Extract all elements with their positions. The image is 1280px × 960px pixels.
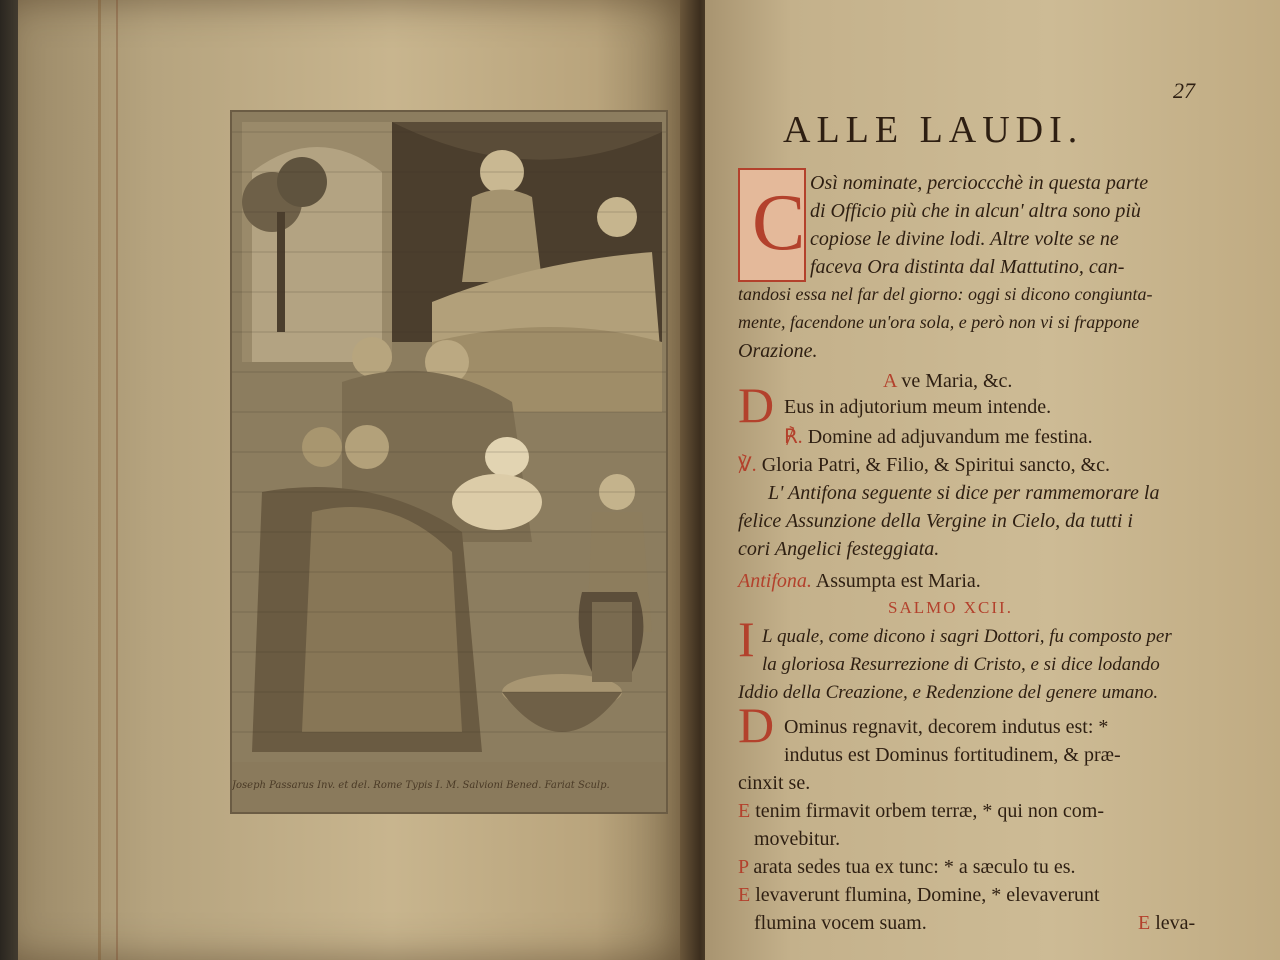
catchword-initial: E [1138, 912, 1151, 934]
intro-line: faceva Ora distinta dal Mattutino, can- [810, 256, 1125, 278]
salmo-initial: I [738, 611, 755, 667]
antifona-label: Antifona. [738, 570, 812, 592]
verse-text: levaverunt flumina, Domine, * elevaverunt [755, 884, 1100, 906]
verse-line [738, 800, 1104, 823]
salmo-intro-line: Iddio della Creazione, e Redenzione del genere umano. [738, 682, 1159, 703]
antifona-intro-line: cori Angelici festeggiata. [738, 538, 940, 560]
deus-line: Eus in adjutorium meum intende. [784, 396, 1052, 418]
engraving-illustration [232, 112, 666, 762]
antifona-intro-line: felice Assunzione della Vergine in Cielo, da tutti i [738, 510, 1133, 532]
verse-initial: E [738, 884, 751, 906]
verse-text: arata sedes tua ex tunc: * a sæculo tu es. [753, 856, 1076, 878]
dominus-initial: D [738, 697, 775, 753]
catchword [1138, 912, 1195, 935]
page-heading: ALLE LAUDI. [783, 109, 1084, 151]
versicle-mark: ℣. [738, 454, 757, 476]
verse-text: tenim firmavit orbem terræ, * qui non com- [755, 800, 1105, 822]
deus-initial: D [738, 377, 775, 433]
ave-maria-line [883, 370, 1012, 393]
decorated-initial [738, 168, 806, 282]
dominus-line: cinxit se. [738, 772, 811, 794]
response-mark: ℟. [784, 426, 803, 448]
verse-line: movebitur. [754, 828, 841, 850]
intro-line: tandosi essa nel far del giorno: oggi si dicono congiunta- [738, 284, 1153, 304]
intro-line: copiose le divine lodi. Altre volte se ne [810, 228, 1119, 250]
page-edge-line [116, 0, 118, 960]
intro-line: Osì nominate, percioccchè in questa parte [810, 172, 1149, 194]
page-edge-line [98, 0, 101, 960]
versicle-text: Gloria Patri, & Filio, & Spiritui sancto, &c. [761, 454, 1110, 476]
antifona-line [738, 570, 981, 593]
salmo-intro-line: L quale, come dicono i sagri Dottori, fu composto per [762, 626, 1172, 647]
deus-response-line [784, 424, 1093, 449]
verse-line: flumina vocem suam. [754, 912, 927, 934]
page-number: 27 [1173, 78, 1195, 103]
intro-line: di Officio più che in alcun' altra sono più [810, 200, 1141, 222]
dominus-line: Ominus regnavit, decorem indutus est: * [784, 716, 1109, 738]
antifona-intro-line: L' Antifona seguente si dice per rammemorare la [768, 482, 1160, 504]
dominus-line: indutus est Dominus fortitudinem, & præ- [784, 744, 1121, 766]
intro-line: Orazione. [738, 340, 818, 362]
decorated-initial-letter: C [752, 179, 806, 267]
engraving-caption: Joseph Passarus Inv. et del. Rome Typis I. M. Salvioni Bened. Fariat Sculp. [232, 780, 610, 791]
verse-initial: E [738, 800, 751, 822]
text-column [738, 70, 1218, 940]
intro-line: mente, facendone un'ora sola, e però non vi si frappone [738, 312, 1140, 332]
verse-line [738, 856, 1076, 879]
antifona-text: Assumpta est Maria. [815, 570, 981, 592]
engraving-plate [232, 112, 666, 812]
catchword-text: leva- [1155, 912, 1196, 934]
verse-line [738, 884, 1100, 907]
ave-initial: A [883, 370, 897, 392]
salmo-title: SALMO XCII. [888, 598, 1013, 617]
response-text: Domine ad adjuvandum me festina. [807, 426, 1093, 448]
verse-initial: P [738, 856, 749, 878]
deus-versicle-line [738, 452, 1110, 477]
ave-text: ve Maria, &c. [901, 370, 1013, 392]
salmo-intro-line: la gloriosa Resurrezione di Cristo, e si dice lodando [762, 654, 1160, 675]
